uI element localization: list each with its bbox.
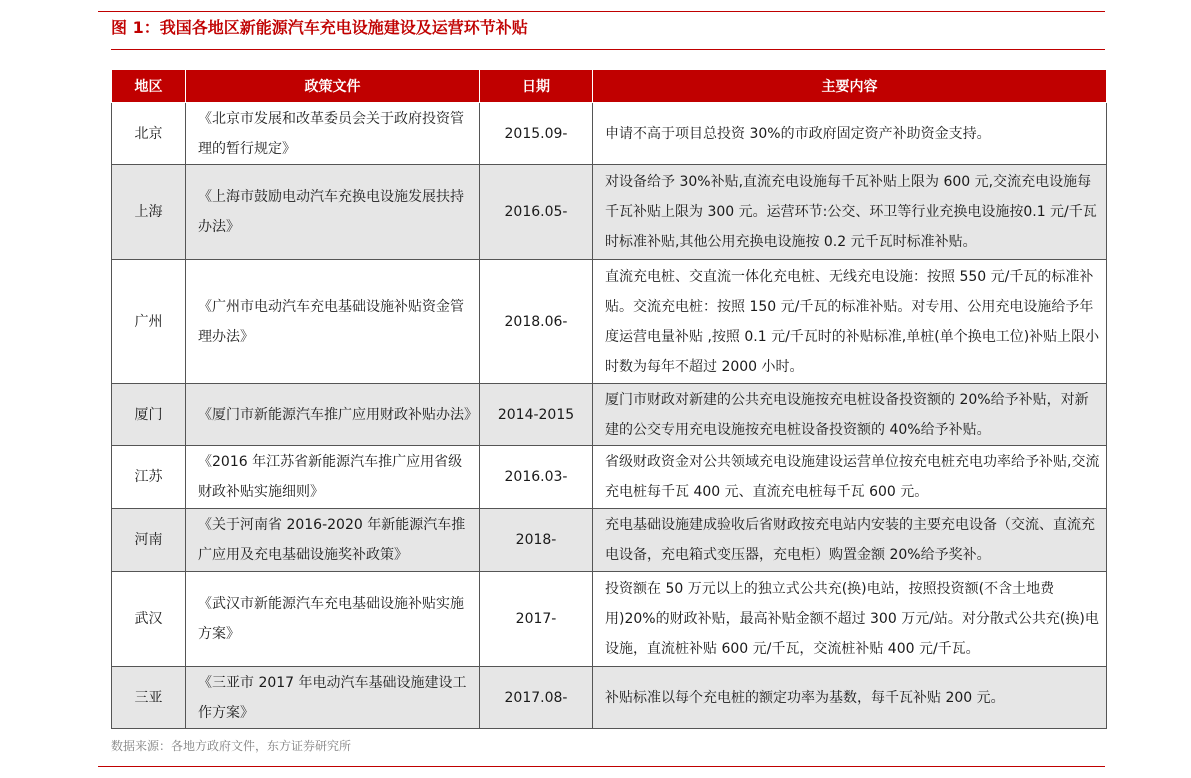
cell-content: 投资额在 50 万元以上的独立式公共充(换)电站，按照投资额(不含土地费用)20%的财政补贴，最高补贴金额不超过 300 万元/站。对分散式公共充(换)电设施，直流桩补贴 600 元/千瓦，交流桩补贴 400 元/千瓦。: [593, 572, 1107, 667]
table-row: [112, 165, 1107, 260]
cell-region: 武汉: [112, 572, 186, 667]
cell-policy: 《广州市电动汽车充电基础设施补贴资金管理办法》: [186, 260, 480, 384]
table-row: [112, 446, 1107, 509]
cell-date: 2015.09-: [480, 103, 593, 165]
subsidy-table: [111, 69, 1107, 729]
cell-region: 江苏: [112, 446, 186, 509]
cell-content: 省级财政资金对公共领域充电设施建设运营单位按充电桩充电功率给予补贴,交流充电桩每千瓦 400 元、直流充电桩每千瓦 600 元。: [593, 446, 1107, 509]
cell-date: 2017-: [480, 572, 593, 667]
cell-date: 2018-: [480, 509, 593, 572]
cell-content: 厦门市财政对新建的公共充电设施按充电桩设备投资额的 20%给予补贴，对新建的公交专用充电设施按充电桩设备投资额的 40%给予补贴。: [593, 384, 1107, 446]
table-row: [112, 384, 1107, 446]
cell-content: 补贴标准以每个充电桩的额定功率为基数，每千瓦补贴 200 元。: [593, 667, 1107, 729]
cell-policy: 《武汉市新能源汽车充电基础设施补贴实施方案》: [186, 572, 480, 667]
cell-region: 上海: [112, 165, 186, 260]
cell-date: 2016.05-: [480, 165, 593, 260]
cell-region: 三亚: [112, 667, 186, 729]
header-policy: 政策文件: [186, 70, 480, 103]
cell-content: 对设备给予 30%补贴,直流充电设施每千瓦补贴上限为 600 元,交流充电设施每千瓦补贴上限为 300 元。运营环节:公交、环卫等行业充换电设施按0.1 元/千瓦时标准补贴,其他公用充换电设施按 0.2 元千瓦时标准补贴。: [593, 165, 1107, 260]
cell-content: 直流充电桩、交直流一体化充电桩、无线充电设施：按照 550 元/千瓦的标准补贴。交流充电桩：按照 150 元/千瓦的标准补贴。对专用、公用充电设施给予年度运营电量补贴 ,按照 0.1 元/千瓦时的补贴标准,单桩(单个换电工位)补贴上限小时数为每年不超过 2000 小时。: [593, 260, 1107, 384]
cell-region: 广州: [112, 260, 186, 384]
header-date: 日期: [480, 70, 593, 103]
cell-policy: 《上海市鼓励电动汽车充换电设施发展扶持办法》: [186, 165, 480, 260]
cell-policy: 《北京市发展和改革委员会关于政府投资管理的暂行规定》: [186, 103, 480, 165]
table-row: [112, 572, 1107, 667]
cell-region: 河南: [112, 509, 186, 572]
data-source-note: 数据来源：各地方政府文件，东方证券研究所: [111, 739, 352, 753]
bottom-rule: [98, 766, 1105, 767]
cell-policy: 《关于河南省 2016-2020 年新能源汽车推广应用及充电基础设施奖补政策》: [186, 509, 480, 572]
cell-content: 充电基础设施建成验收后省财政按充电站内安装的主要充电设备（交流、直流充电设备，充电箱式变压器，充电柜）购置金额 20%给予奖补。: [593, 509, 1107, 572]
cell-date: 2016.03-: [480, 446, 593, 509]
cell-date: 2018.06-: [480, 260, 593, 384]
table-row: [112, 509, 1107, 572]
table-row: [112, 667, 1107, 729]
cell-content: 申请不高于项目总投资 30%的市政府固定资产补助资金支持。: [593, 103, 1107, 165]
figure-title: 图 1：我国各地区新能源汽车充电设施建设及运营环节补贴: [111, 18, 528, 37]
title-rule: [111, 49, 1105, 50]
table-row: [112, 103, 1107, 165]
cell-policy: 《三亚市 2017 年电动汽车基础设施建设工作方案》: [186, 667, 480, 729]
cell-region: 厦门: [112, 384, 186, 446]
cell-policy: 《厦门市新能源汽车推广应用财政补贴办法》: [186, 384, 480, 446]
table-row: [112, 260, 1107, 384]
cell-region: 北京: [112, 103, 186, 165]
header-content: 主要内容: [593, 70, 1107, 103]
table-header-row: [112, 70, 1107, 103]
cell-date: 2017.08-: [480, 667, 593, 729]
cell-policy: 《2016 年江苏省新能源汽车推广应用省级财政补贴实施细则》: [186, 446, 480, 509]
cell-date: 2014-2015: [480, 384, 593, 446]
header-region: 地区: [112, 70, 186, 103]
